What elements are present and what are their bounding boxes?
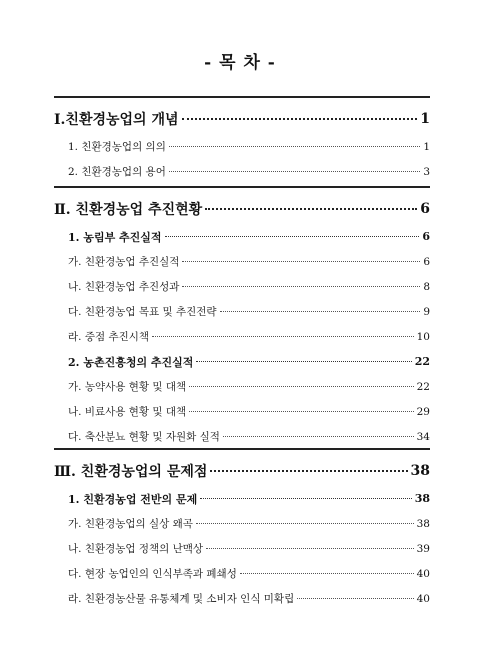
toc-entry[interactable]	[54, 324, 430, 349]
dot-leader	[220, 311, 421, 312]
dot-leader	[182, 261, 420, 262]
toc-entry-label: 나. 친환경농업 정책의 난맥상	[68, 543, 204, 555]
toc-page-number: 22	[416, 380, 430, 393]
toc-group-label: 2. 농촌진흥청의 추진실적	[68, 355, 194, 369]
dot-leader	[200, 498, 411, 499]
toc-entry-label: 가. 친환경농업 추진실적	[68, 256, 180, 268]
dot-leader	[210, 470, 407, 472]
toc-page-number: 8	[423, 280, 430, 293]
section-divider	[54, 96, 430, 98]
toc-page-number: 6	[423, 255, 430, 268]
toc-group-label: 1. 친환경농업 전반의 문제	[68, 492, 198, 506]
toc-entry[interactable]	[54, 299, 430, 324]
dot-leader	[206, 548, 414, 549]
toc-page-number: 40	[416, 567, 430, 580]
dot-leader	[205, 208, 417, 210]
toc-entry[interactable]	[54, 249, 430, 274]
toc-page-number: 6	[420, 201, 430, 217]
toc-chapter-2[interactable]	[54, 194, 430, 224]
toc-entry-label: 1. 친환경농업의 의의	[68, 141, 166, 153]
toc-entry[interactable]	[54, 134, 430, 159]
toc-entry-label: 나. 비료사용 현황 및 대책	[68, 406, 187, 418]
page-title: - 목 차 -	[204, 53, 276, 73]
section-divider	[54, 186, 430, 188]
toc-entry[interactable]	[54, 586, 430, 611]
dot-leader	[182, 118, 418, 120]
toc-group-label: 1. 농림부 추진실적	[68, 230, 162, 244]
toc-entry[interactable]	[54, 374, 430, 399]
dot-leader	[297, 598, 413, 599]
toc-page-number: 39	[416, 542, 430, 555]
dot-leader	[169, 146, 420, 147]
toc-section-1	[54, 96, 430, 184]
section-divider	[54, 448, 430, 450]
toc-section-3	[54, 448, 430, 611]
dot-leader	[223, 436, 414, 437]
toc-entry-label: 가. 농약사용 현황 및 대책	[68, 381, 187, 393]
toc-section-2	[54, 186, 430, 449]
toc-entry-label: 가. 친환경농업의 실상 왜곡	[68, 518, 193, 530]
toc-chapter-title: Ⅰ.친환경농업의 개념	[54, 112, 179, 128]
dot-leader	[182, 286, 420, 287]
dot-leader	[165, 236, 420, 237]
toc-page-number: 9	[423, 305, 430, 318]
dot-leader	[196, 361, 411, 362]
toc-page-number: 1	[420, 111, 430, 127]
toc-entry[interactable]	[54, 399, 430, 424]
toc-group[interactable]	[54, 486, 430, 511]
dot-leader	[189, 386, 414, 387]
toc-page-number: 6	[422, 230, 430, 243]
dot-leader	[169, 171, 420, 172]
toc-page-number: 10	[416, 330, 430, 343]
toc-page-number: 1	[423, 140, 430, 153]
toc-page-number: 34	[416, 430, 430, 443]
toc-chapter-1[interactable]	[54, 104, 430, 134]
dot-leader	[240, 573, 414, 574]
toc-entry-label: 다. 친환경농업 목표 및 추진전략	[68, 306, 217, 318]
toc-entry[interactable]	[54, 159, 430, 184]
dot-leader	[196, 523, 414, 524]
toc-entry[interactable]	[54, 274, 430, 299]
toc-entry[interactable]	[54, 536, 430, 561]
toc-entry-label: 2. 친환경농업의 용어	[68, 166, 166, 178]
toc-page-number: 40	[416, 592, 430, 605]
toc-page-number: 22	[414, 355, 430, 368]
toc-group[interactable]	[54, 224, 430, 249]
toc-entry-label: 다. 축산분뇨 현황 및 자원화 실적	[68, 431, 220, 443]
toc-page-number: 38	[410, 463, 430, 479]
toc-page-number: 38	[416, 517, 430, 530]
toc-entry-label: 라. 친환경농산물 유통체계 및 소비자 인식 미확립	[68, 593, 295, 605]
toc-entry-label: 라. 중점 추진시책	[68, 331, 150, 343]
dot-leader	[189, 411, 414, 412]
dot-leader	[152, 336, 414, 337]
toc-page-number: 3	[423, 165, 430, 178]
toc-chapter-title: Ⅱ. 친환경농업 추진현황	[54, 202, 203, 218]
toc-page-number: 29	[416, 405, 430, 418]
toc-entry[interactable]	[54, 561, 430, 586]
toc-chapter-title: Ⅲ. 친환경농업의 문제점	[54, 464, 208, 480]
toc-entry-label: 다. 현장 농업인의 인식부족과 폐쇄성	[68, 568, 237, 580]
toc-group[interactable]	[54, 349, 430, 374]
toc-page-number: 38	[414, 492, 430, 505]
toc-chapter-3[interactable]	[54, 456, 430, 486]
toc-entry[interactable]	[54, 511, 430, 536]
toc-entry[interactable]	[54, 424, 430, 449]
toc-entry-label: 나. 친환경농업 추진성과	[68, 281, 180, 293]
